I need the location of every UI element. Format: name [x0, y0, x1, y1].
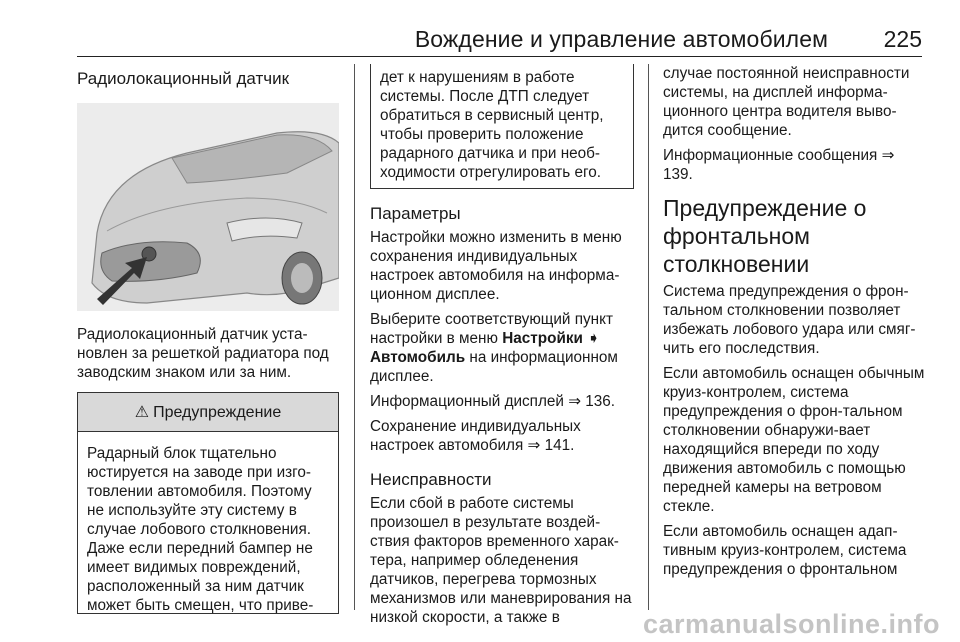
- column-1: [77, 64, 339, 614]
- page-header: [0, 0, 960, 58]
- params-ref-settings: Сохранение индивидуальных настроек автомобиля ⇒ 141.: [370, 418, 581, 454]
- faults-paragraph-1: Если сбой в работе системы произошел в результате воздей-ствия факторов временного харак-тера, например обледенения датчиков, перегрева тормозных механизмов или маневрирования на низкой скорости, а также в: [370, 495, 632, 626]
- params-paragraph-2: [370, 310, 634, 386]
- section-heading-radar: Радиолокационный датчик: [77, 69, 290, 88]
- params-ref-display: Информационный дисплей ⇒ 136.: [370, 393, 616, 410]
- car-radar-sensor-illustration: [77, 103, 339, 311]
- car-illustration-svg: [77, 103, 339, 311]
- info-messages-ref: Информационные сообщения ⇒ 139.: [663, 147, 895, 183]
- section-heading-fcw: Предупреждение о фронтальном столкновении: [663, 195, 867, 277]
- column-2: [370, 64, 634, 633]
- chapter-title: Вождение и управление автомобилем: [414, 26, 828, 52]
- menu-arrow-icon: ➧: [587, 330, 601, 347]
- section-heading-params: Параметры: [370, 204, 461, 223]
- column-3: [663, 64, 925, 585]
- fcw-paragraph-2: Если автомобиль оснащен обычным круиз-контролем, система предупреждения о фрон-тальном столкновении обнаружи-вает находящийся впереди по ходу движения автомобиль с помощью передней камеры на ветровом стекле.: [663, 365, 925, 515]
- warning-box: [77, 392, 339, 614]
- header-rule: [77, 56, 922, 57]
- column-divider-2: [648, 64, 649, 610]
- radar-caption: Радиолокационный датчик уста-новлен за решеткой радиатора под заводским знаком или за ним.: [77, 326, 329, 381]
- column-divider-1: [354, 64, 355, 610]
- params-p2-post: на информационном дисплее.: [370, 349, 618, 385]
- fcw-paragraph-3: Если автомобиль оснащен адап-тивным круиз-контролем, система предупреждения о фронтальном: [663, 523, 907, 578]
- menu-vehicle: Автомобиль: [370, 349, 466, 366]
- warning-continued-text: дет к нарушениям в работе системы. После ДТП следует обратиться в сервисный центр, чтобы проверить положение радарного датчика и при необ-ходимости отрегулировать его.: [380, 69, 604, 181]
- page-number: 225: [883, 26, 922, 52]
- params-paragraph-1: Настройки можно изменить в меню сохранения индивидуальных настроек автомобиля на информа-ционном дисплее.: [370, 229, 622, 303]
- fcw-paragraph-1: Система предупреждения о фрон-тальном столкновении позволяет избежать лобового удара или смяг-чить его последствия.: [663, 283, 916, 357]
- warning-header: [78, 393, 338, 432]
- warning-triangle-icon: ⚠: [134, 403, 150, 421]
- params-p2-text: Выберите соответствующий пункт настройки в меню: [370, 311, 613, 347]
- watermark: carmanualsonline.info: [642, 609, 940, 639]
- warning-title: Предупреждение: [153, 403, 282, 421]
- menu-settings: Настройки: [502, 330, 583, 347]
- faults-continued: случае постоянной неисправности системы, на дисплей информа-ционного центра водителя выво-дится сообщение.: [663, 65, 910, 139]
- warning-body: Радарный блок тщательно юстируется на заводе при изго-товлении автомобиля. Поэтому не используйте эту систему в случае лобового столкновения. Даже если передний бампер не имеет видимых повреждений, расположенный за ним датчик может быть смещен, что приве-: [87, 445, 314, 614]
- warning-box-continued: [370, 64, 634, 189]
- section-heading-faults: Неисправности: [370, 470, 492, 489]
